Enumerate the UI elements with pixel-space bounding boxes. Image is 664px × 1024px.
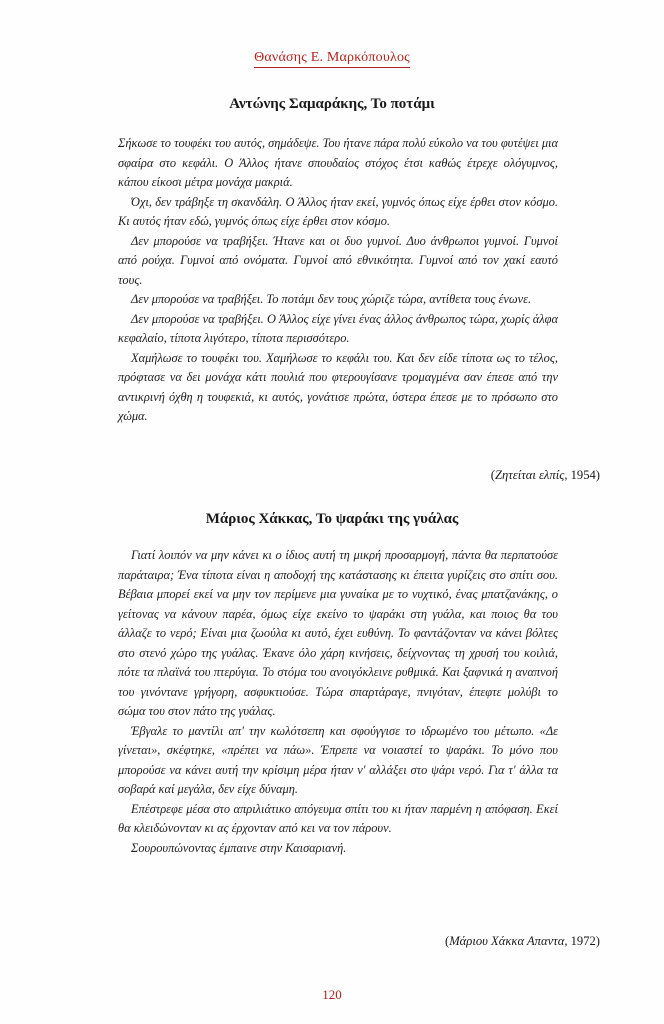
citation-work: Ζητείται ελπίς bbox=[494, 468, 565, 482]
running-header bbox=[0, 48, 664, 66]
paragraph: Δεν μπορούσε να τραβήξει. Το ποτάμι δεν τους χώριζε τώρα, αντίθετα τους ένωνε. bbox=[131, 292, 532, 306]
paragraph: Σουρουπώνοντας έμπαινε στην Καισαριανή. bbox=[131, 840, 347, 855]
citation-samarakis bbox=[491, 468, 600, 483]
citation-work: Μάριου Χάκκα Απαντα bbox=[449, 934, 565, 948]
section-title-samarakis: Αντώνης Σαμαράκης, Το ποτάμι bbox=[229, 96, 435, 112]
citation-chakkas bbox=[445, 934, 600, 949]
section-body-chakkas bbox=[118, 546, 558, 858]
paragraph: Γιατί λοιπόν να μην κάνει κι ο ίδιος αυτή τη μικρή προσαρμογή, πάντα θα περπατούσε παράταιρα; Ένα τίποτα είναι η αποδοχή της κατάστασης κι έπειτα γυρίζεις στο σπίτι σου. Βέβαια μπορεί εκεί να μην τον περίμενε μια γυναίκα με το νυχτικό, ένας μπατζανάκης, ο γείτονας να κάνουν παρέα, όμως είχε εκείνο το ψαράκι στη γυάλα, και ποιος θα του άλλαζε το νερό; Είναι μια ζωούλα κι αυτό, έχει ευθύνη. Το φαντάζονταν να κάνει βόλτες στο στενό χώρο της γυάλας. Έκανε όλο χάρη κινήσεις, δείχνοντας τη χρυσή του κοιλιά, πότε τα πλαϊνά του πτερύγια. Το στόμα του ανοιγόκλεινε ρυθμικά. Και ξαφνικά η αναπνοή του γινόντανε γρήγορη, ασφυκτιούσε. Τώρα σπαρτάραγε, πνιγόταν, έπεφτε μολύβι το σώμα του στον πάτο της γυάλας. bbox=[118, 548, 558, 718]
citation-open: ( bbox=[444, 934, 450, 948]
citation-year: , 1972) bbox=[564, 934, 600, 948]
paragraph: Δεν μπορούσε να τραβήξει. Ο Άλλος είχε γίνει ένας άλλος άνθρωπος τώρα, χωρίς άλφα κεφαλαίο, τίποτα λιγότερο, τίποτα περισσότερο. bbox=[118, 311, 558, 345]
paragraph: Χαμήλωσε το τουφέκι του. Χαμήλωσε το κεφάλι του. Και δεν είδε τίποτα ως το τέλος, πρόφτασε να δει μονάχα κάτι πουλιά που φτερουγίσανε τρομαγμένα σαν έπεσε από την αντικρινή όχθη η τουφεκιά, κι αυτός, γονάτισε πρώτα, ύστερα έπεσε με το πρόσωπο στο χώμα. bbox=[118, 350, 558, 423]
page-number: 120 bbox=[322, 987, 342, 1002]
paragraph: Έβγαλε το μαντίλι απ' την κωλότσεπη και σφούγγισε το ιδρωμένο του μέτωπο. «Δε γίνεται», σκέφτηκε, «πρέπει να πάω». Έπρεπε να νοιαστεί το ψαράκι. Το μόνο που μπορούσε να κάνει αυτή την κρίσιμη μέρα ήταν ν' αλλάξει στο ψάρι νερό. Για τ' άλλα τα σοβαρά καί μεγάλα, δεν είχε δύναμη. bbox=[118, 723, 558, 796]
paragraph: Επέστρεφε μέσα στο απριλιάτικο απόγευμα σπίτι του κι ήταν παρμένη η απόφαση. Εκεί θα κλειδώνονταν κι ας έρχονταν από κει να τον πάρουν. bbox=[118, 801, 558, 835]
header-author-name: Θανάσης Ε. Μαρκόπουλος bbox=[254, 50, 410, 68]
section-title-chakkas: Μάριος Χάκκας, Το ψαράκι της γυάλας bbox=[205, 511, 459, 527]
section-body-samarakis bbox=[118, 134, 558, 427]
paragraph: Όχι, δεν τράβηξε τη σκανδάλη. Ο Άλλος ήταν εκεί, γυμνός όπως είχε έρθει στον κόσμο. Κι αυτός ήταν εδώ, γυμνός όπως είχε έρθει στον κόσμο. bbox=[118, 194, 558, 228]
citation-open: ( bbox=[490, 468, 495, 482]
paragraph: Δεν μπορούσε να τραβήξει. Ήτανε και οι δυο γυμνοί. Δυο άνθρωποι γυμνοί. Γυμνοί από ρούχα. Γυμνοί από ονόματα. Γυμνοί από εθνικότητα. Γυμνοί από τον χακί εαυτό τους. bbox=[118, 233, 558, 287]
paragraph: Σήκωσε το τουφέκι του αυτός, σημάδεψε. Του ήτανε πάρα πολύ εύκολο να του φυτέψει μια σφαίρα στο κεφάλι. Ο Άλλος ήτανε σπουδαίος στόχος έτσι καθώς έτρεχε ολόγυμνος, κάπου είκοσι μέτρα μονάχα μακριά. bbox=[118, 136, 558, 189]
citation-year: , 1954) bbox=[564, 468, 600, 482]
